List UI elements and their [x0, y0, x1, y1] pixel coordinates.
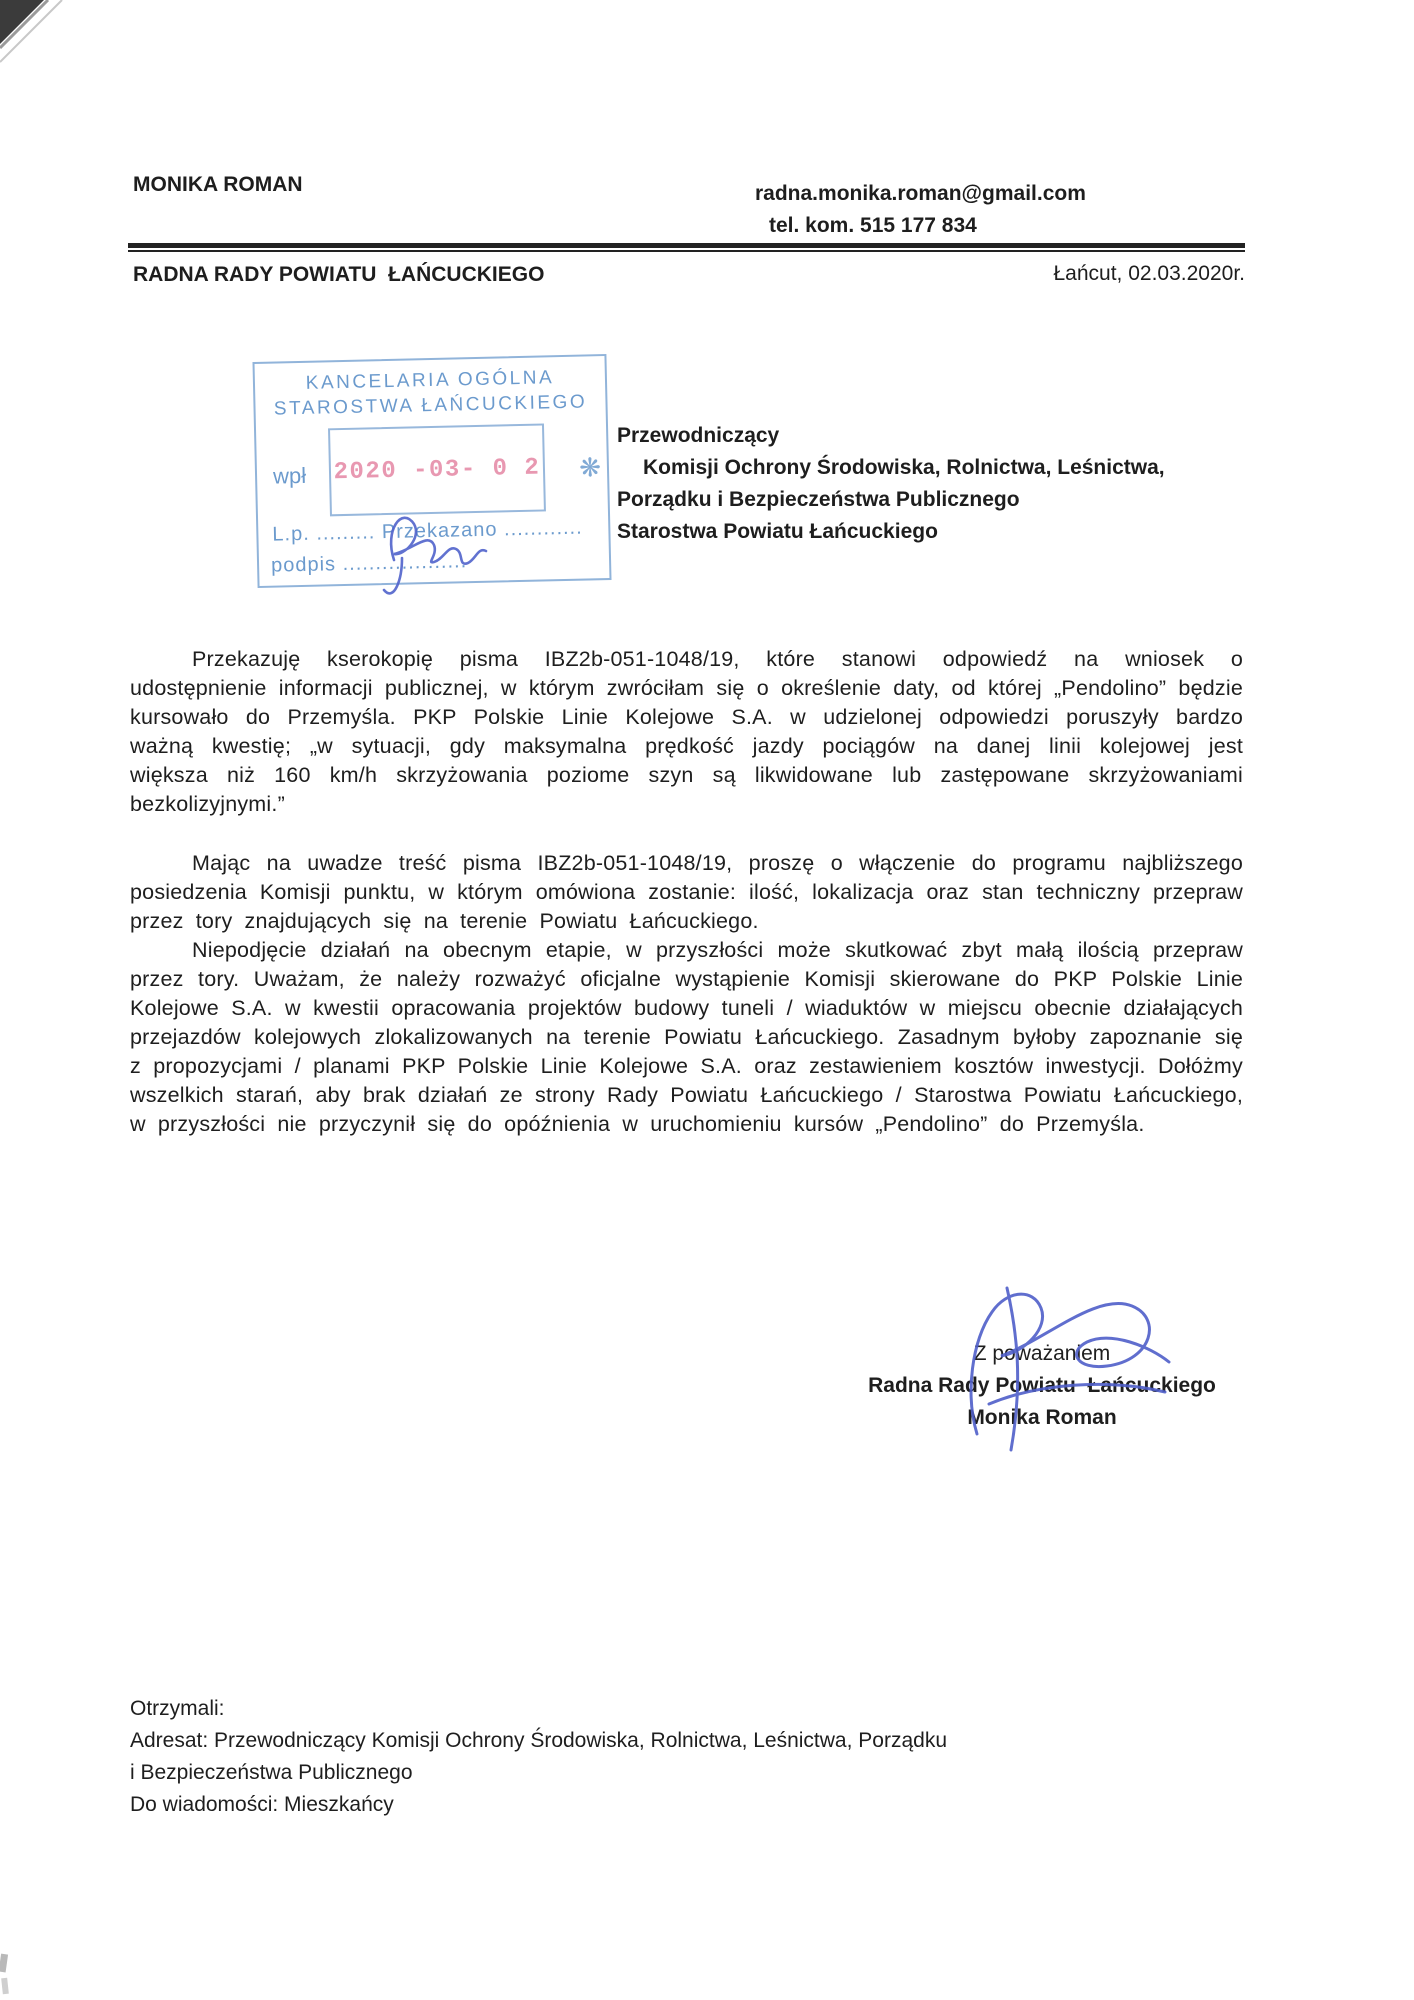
letter-body	[130, 645, 1243, 1139]
footer-line1: Otrzymali:	[130, 1697, 225, 1720]
closing-name: Monika Roman	[967, 1406, 1117, 1429]
stamp-received-label: wpł	[272, 462, 307, 489]
footer-line3: i Bezpieczeństwa Publicznego	[130, 1761, 413, 1784]
stamp-lp-line: L.p. ......... Przekazano ............	[272, 516, 583, 546]
handwritten-signature	[945, 1282, 1175, 1457]
addressee-line3: Porządku i Bezpieczeństwa Publicznego	[617, 488, 1020, 511]
contact-block	[755, 178, 1086, 242]
sender-title: RADNA RADY POWIATU ŁAŃCUCKIEGO	[133, 263, 545, 286]
addressee-block	[617, 420, 1165, 548]
sender-block	[133, 110, 544, 350]
clerk-signature-scribble	[372, 498, 512, 613]
closing-salutation: Z poważaniem	[973, 1342, 1111, 1365]
footer-line4: Do wiadomości: Mieszkańcy	[130, 1793, 394, 1816]
addressee-line1: Przewodniczący	[617, 424, 780, 447]
sender-email: radna.monika.roman@gmail.com	[755, 182, 1086, 205]
addressee-line4: Starostwa Powiatu Łańcuckiego	[617, 520, 938, 543]
body-paragraph-1: Przekazuję kserokopię pisma IBZ2b-051-1048/19, które stanowi odpowiedź na wniosek o udostępnienie informacji publicznej, w którym zwróciłam się o określenie daty, od której „Pendolino” będzie kursowało do Przemyśla. PKP Polskie Linie Kolejowe S.A. w udzielonej odpowiedzi poruszyły bardzo ważną kwestię; „w sytuacji, gdy maksymalna prędkość jazdy pociągów na danej linii kolejowej jest większa niż 160 km/h skrzyżowania poziome szyn są likwidowane lub zastępowane skrzyżowaniami bezkolizyjnymi.”	[130, 647, 1243, 816]
stamp-signature-label: podpis ...................	[270, 550, 468, 577]
stamp-flower-icon: ❋	[578, 452, 602, 483]
place-date-line: Łańcut, 02.03.2020r.	[1053, 262, 1245, 285]
sender-name: MONIKA ROMAN	[133, 173, 303, 196]
scan-artifact-bottom-left	[0, 1952, 20, 2000]
scan-artifact-top-left	[0, 0, 80, 80]
sender-phone: tel. kom. 515 177 834	[769, 214, 977, 237]
distribution-list	[130, 1693, 947, 1821]
stamp-date-value: 2020 -03- 0 2	[333, 454, 541, 486]
stamp-office-line1: KANCELARIA OGÓLNA	[305, 367, 555, 394]
footer-line2: Adresat: Przewodniczący Komisji Ochrony Środowiska, Rolnictwa, Leśnictwa, Porządku	[130, 1729, 948, 1752]
addressee-line2: Komisji Ochrony Środowiska, Rolnictwa, Leśnictwa,	[643, 456, 1165, 479]
closing-role: Radna Rady Powiatu Łańcuckiego	[868, 1374, 1216, 1397]
body-paragraph-3: Niepodjęcie działań na obecnym etapie, w przyszłości może skutkować zbyt małą ilością przepraw przez tory. Uważam, że należy rozważyć oficjalne wystąpienie Komisji skierowane do PKP Polskie Linie Kolejowe S.A. w kwestii opracowania projektów budowy tuneli / wiaduktów w miejscu obecnie działających przejazdów kolejowych zlokalizowanych na terenie Powiatu Łańcuckiego. Zasadnym byłoby zapoznanie się z propozycjami / planami PKP Polskie Linie Kolejowe S.A. oraz zestawieniem kosztów inwestycji. Dołóżmy wszelkich starań, aby brak działań ze strony Rady Powiatu Łańcuckiego / Starostwa Powiatu Łańcuckiego, w przyszłości nie przyczynił się do opóźnienia w uruchomieniu kursów „Pendolino” do Przemyśla.	[130, 938, 1243, 1136]
header-divider	[128, 243, 1245, 252]
body-paragraph-2: Mając na uwadze treść pisma IBZ2b-051-1048/19, proszę o włączenie do programu najbliższego posiedzenia Komisji punktu, w którym omówiona zostanie: ilość, lokalizacja oraz stan techniczny przepraw przez tory znajdujących się na terenie Powiatu Łańcuckiego.	[130, 851, 1243, 933]
stamp-office-line2: STAROSTWA ŁAŃCUCKIEGO	[273, 391, 588, 420]
